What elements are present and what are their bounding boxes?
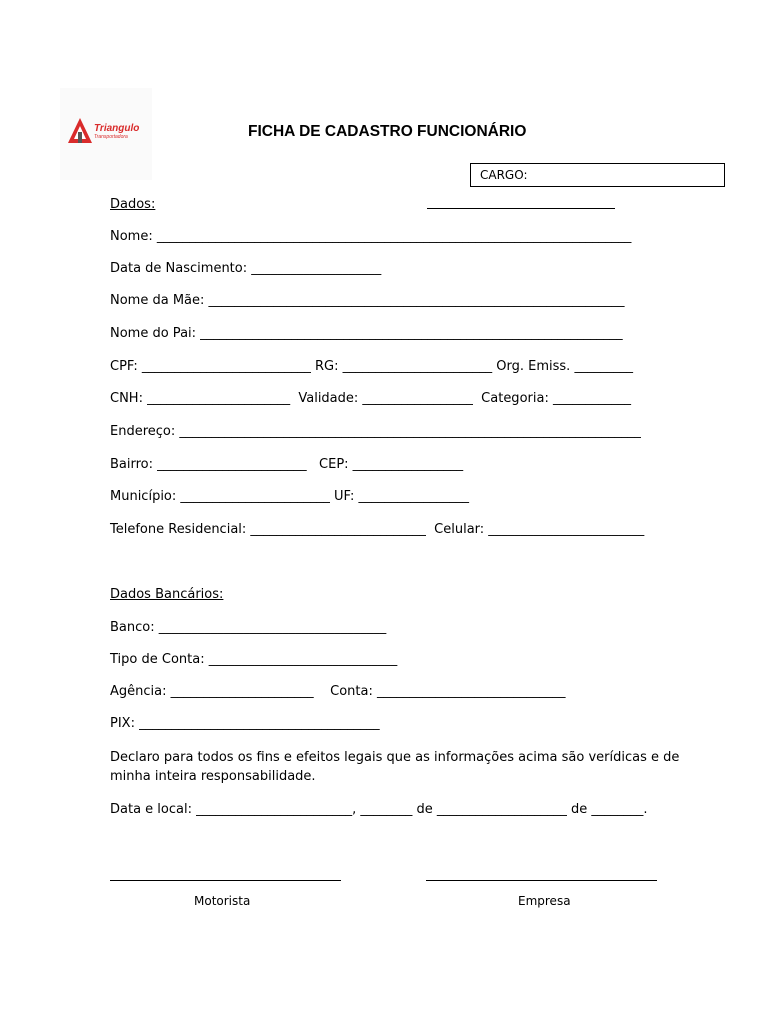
nascimento-field[interactable]: Data de Nascimento: ____________________ — [110, 261, 382, 276]
pix-field[interactable]: PIX: _____________________________________ — [110, 716, 380, 731]
municipio-uf-field[interactable]: Município: _______________________ UF: _________________ — [110, 489, 470, 504]
section-dados-heading: Dados: — [110, 197, 156, 212]
nome-field[interactable]: Nome: _________________________________________________________________________ — [110, 229, 632, 244]
company-logo — [60, 88, 152, 180]
endereco-field[interactable]: Endereço: _______________________________________________________________________ — [110, 424, 641, 439]
signature-label-empresa: Empresa — [518, 894, 571, 908]
telefone-field[interactable]: Telefone Residencial: ___________________________ Celular: ________________________ — [110, 522, 645, 537]
nome-mae-field[interactable]: Nome da Mãe: ________________________________________________________________ — [110, 293, 625, 308]
signature-line-empresa — [426, 880, 657, 881]
declaration-line-2: minha inteira responsabilidade. — [110, 769, 316, 784]
declaration-line-1: Declaro para todos os fins e efeitos legais que as informações acima são verídicas e de — [110, 750, 680, 765]
logo-brand-main: Triangulo — [94, 123, 140, 134]
section-bancarios-heading: Dados Bancários: — [110, 587, 224, 602]
signature-line-motorista — [110, 880, 341, 881]
cpf-rg-field[interactable]: CPF: __________________________ RG: _______________________ Org. Emiss. _________ — [110, 359, 633, 374]
nome-pai-field[interactable]: Nome do Pai: _________________________________________________________________ — [110, 326, 623, 341]
agencia-conta-field[interactable]: Agência: ______________________ Conta: _____________________________ — [110, 684, 566, 699]
cargo-underline — [427, 208, 615, 209]
signature-label-motorista: Motorista — [194, 894, 251, 908]
cnh-field[interactable]: CNH: ______________________ Validade: _________________ Categoria: ____________ — [110, 391, 631, 406]
cargo-field[interactable] — [470, 163, 725, 187]
banco-field[interactable]: Banco: ___________________________________ — [110, 620, 387, 635]
bairro-cep-field[interactable]: Bairro: _______________________ CEP: _________________ — [110, 457, 464, 472]
data-local-field[interactable]: Data e local: ________________________, ________ de ____________________ de ________. — [110, 802, 648, 817]
logo-brand-sub: Transportadora — [94, 134, 128, 140]
page-title: FICHA DE CADASTRO FUNCIONÁRIO — [248, 123, 527, 140]
tipo-conta-field[interactable]: Tipo de Conta: _____________________________ — [110, 652, 398, 667]
cargo-label: CARGO: — [480, 168, 528, 182]
